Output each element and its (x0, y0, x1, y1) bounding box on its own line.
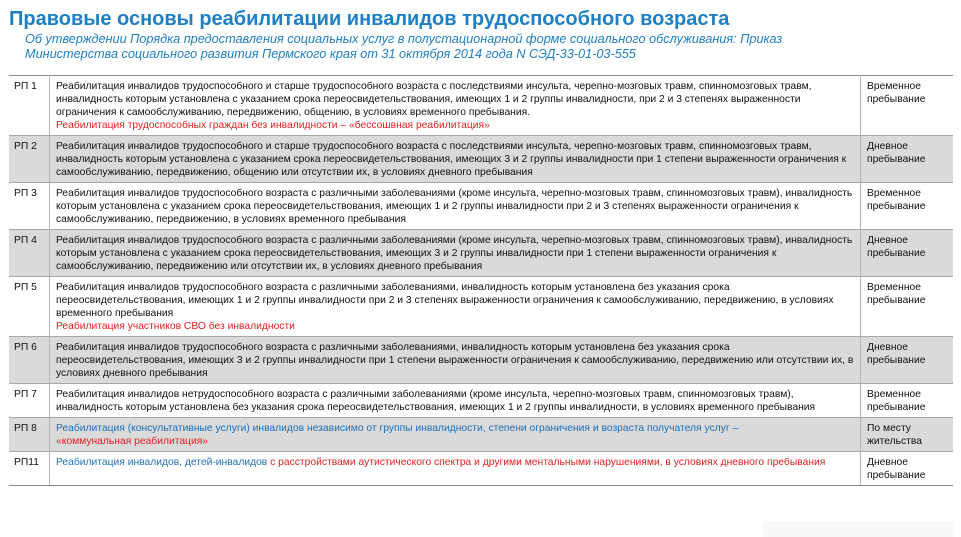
program-code: РП 1 (9, 76, 50, 136)
table-row (9, 337, 953, 384)
program-description (50, 384, 861, 418)
service-form: Дневное пребывание (861, 230, 954, 277)
program-note: Реабилитация трудоспособных граждан без инвалидности – «бессошвная реабилитация» (56, 120, 490, 131)
program-text: Реабилитация инвалидов трудоспособного возраста с различными заболеваниями, инвалидность которым установлена без указания срока переосвидетельствования, имеющих 1 и 2 группы инвалидности при 2 и 3 степенях выраженности ограничения к самообслуживанию, передвижению, в условиях временного пребывания (56, 282, 834, 319)
program-text: Реабилитация инвалидов нетрудоспособного возраста с различными заболеваниями (кроме инсульта, черепно-мозговых травм, спинномозговых травм), инвалидность которым установлена без указания срока переосвидетельствования, имеющих 1 и 2 группы инвалидности, в условиях временного пребывания (56, 389, 816, 413)
service-form: Дневное пребывание (861, 337, 954, 384)
program-description (50, 230, 861, 277)
program-note: Реабилитация участников СВО без инвалидности (56, 321, 295, 332)
program-description (50, 136, 861, 183)
program-text-red: «коммунальная реабилитация» (56, 436, 208, 447)
table-row (9, 384, 953, 418)
table-row (9, 136, 953, 183)
service-form: Временное пребывание (861, 384, 954, 418)
program-text-blue: Реабилитация (консультативные услуги) инвалидов независимо от группы инвалидности, степени ограничения и возраста получателя услуг – (56, 423, 739, 434)
program-code: РП 5 (9, 277, 50, 337)
program-code: РП 3 (9, 183, 50, 230)
program-text-blue: Реабилитация инвалидов, детей-инвалидов (56, 457, 268, 468)
rehabilitation-programs-table (9, 75, 953, 486)
program-description (50, 183, 861, 230)
program-code: РП 6 (9, 337, 50, 384)
page-title: Правовые основы реабилитации инвалидов трудоспособного возраста (9, 8, 730, 30)
program-description (50, 418, 861, 452)
program-code: РП 4 (9, 230, 50, 277)
table-row (9, 230, 953, 277)
program-description (50, 452, 861, 486)
program-code: РП 2 (9, 136, 50, 183)
program-text: Реабилитация инвалидов трудоспособного возраста с различными заболеваниями (кроме инсульта, черепно-мозговых травм, спинномозговых травм), инвалидность которым установлена с указанием срока переосвидетельствования, имеющих 1 и 2 группы инвалидности при 2 и 3 степенях выраженности ограничения к самообслуживанию, передвижению, в условиях временного пребывания (56, 188, 853, 225)
program-text: Реабилитация инвалидов трудоспособного возраста с различными заболеваниями, инвалидность которым установлена без указания срока переосвидетельствования, имеющих 3 и 2 группы инвалидности при 1 степени выраженности ограничения к самообслуживанию, передвижению или отсутствии их, в условиях дневного пребывания (56, 342, 854, 379)
slide (0, 8, 961, 537)
program-text: Реабилитация инвалидов трудоспособного возраста с различными заболеваниями (кроме инсульта, черепно-мозговых травм, спинномозговых травм), инвалидность которым установлена с указанием срока переосвидетельствования, имеющих 3 и 2 группы инвалидности при 1 степени выраженности ограничения к самообслуживанию, передвижению или отсутствии их, в условиях дневного пребывания (56, 235, 853, 272)
table-row (9, 452, 953, 486)
service-form: Временное пребывание (861, 277, 954, 337)
table-row (9, 277, 953, 337)
watermark-overlay (763, 521, 953, 537)
service-form: Временное пребывание (861, 76, 954, 136)
program-description (50, 277, 861, 337)
service-form: По месту жительства (861, 418, 954, 452)
program-text-red: с расстройствами аутистического спектра и другими ментальными нарушениями, в условиях дневного пребывания (270, 457, 826, 468)
program-text: Реабилитация инвалидов трудоспособного и старше трудоспособного возраста с последствиями инсульта, черепно-мозговых травм, спинномозговых травм, инвалидность которым установлена с указанием срока переосвидетельствования, имеющих 1 и 2 группы инвалидности, при 2 и 3 степенях выраженности ограничения к самообслуживанию, передвижению, общению, в условиях временного пребывания. (56, 81, 812, 118)
program-description (50, 76, 861, 136)
program-description (50, 337, 861, 384)
service-form: Дневное пребывание (861, 136, 954, 183)
table-row (9, 76, 953, 136)
table-row (9, 183, 953, 230)
table-row (9, 418, 953, 452)
service-form: Временное пребывание (861, 183, 954, 230)
program-text: Реабилитация инвалидов трудоспособного и старше трудоспособного возраста с последствиями инсульта, черепно-мозговых травм, спинномозговых травм, инвалидность которым установлена с указанием срока переосвидетельствования, имеющих 3 и 2 группы инвалидности при 1 степени выраженности ограничения к самообслуживанию, передвижению, общению или отсутствии их, в условиях дневного пребывания (56, 141, 847, 178)
program-code: РП 7 (9, 384, 50, 418)
service-form: Дневное пребывание (861, 452, 954, 486)
program-code: РП11 (9, 452, 50, 486)
page-subtitle: Об утверждении Порядка предоставления социальных услуг в полустационарной форме социального обслуживания: Приказ Министерства социального развития Пермского края от 31 октября 2014 года N СЭД-33-01-03-555 (25, 32, 783, 61)
program-code: РП 8 (9, 418, 50, 452)
